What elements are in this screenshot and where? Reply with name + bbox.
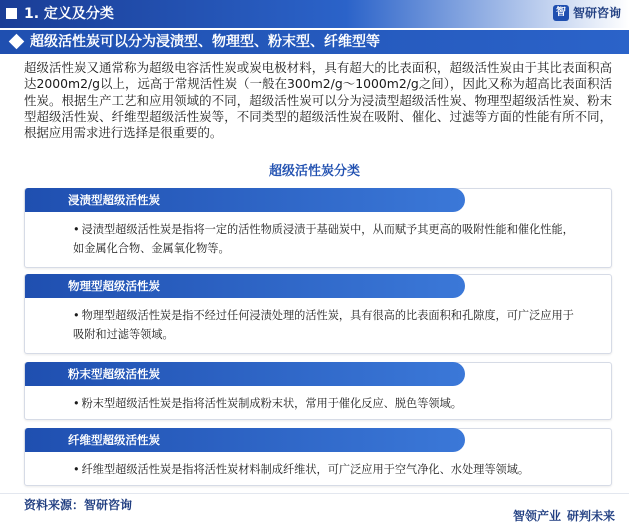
card-header [25, 274, 465, 298]
card-description: 浸渍型超级活性炭是指将一定的活性物质浸渍于基础炭中，从而赋予其更高的吸附性能和催化性能，如金属化合物、金属氧化物等。 [73, 223, 574, 255]
intro-paragraph: 超级活性炭又通常称为超级电容活性炭或炭电极材料，具有超大的比表面积，超级活性炭由于其比表面积高达2000m2/g以上，远高于常规活性炭（一般在300m2/g～1000m2/g之间），因此又称为超高比表面积活性炭。根据生产工艺和应用领域的不同，超级活性炭可以分为浸渍型超级活性炭、物理型超级活性炭、粉末型超级活性炭、纤维型超级活性炭等，不同类型的超级活性炭在吸附、催化、过滤等方面的性能有所不同，根据应用需求进行选择是很重要的。 [24, 60, 612, 141]
card-physical [24, 274, 612, 354]
slogan [507, 508, 615, 524]
header-bar [0, 30, 629, 54]
card-fiber [24, 428, 612, 486]
card-header [25, 428, 465, 452]
header-title: 超级活性炭可以分为浸渍型、物理型、粉末型、纤维型等 [30, 34, 380, 50]
bullet: • [73, 463, 80, 476]
card-header [25, 188, 465, 212]
card-header [25, 362, 465, 386]
card-powder [24, 362, 612, 420]
card-text [73, 221, 581, 258]
brand-logo-icon: 智 [553, 5, 569, 21]
slogan-part-2: 研判未来 [566, 509, 615, 523]
card-label: 纤维型超级活性炭 [68, 433, 160, 447]
brand [553, 4, 621, 21]
card-text [73, 395, 581, 414]
source-note: 资料来源：智研咨询 [24, 498, 133, 512]
card-label: 物理型超级活性炭 [68, 279, 160, 293]
slogan-part-1: 智领产业 [512, 509, 561, 523]
card-text [73, 461, 581, 480]
brand-name: 智研咨询 [572, 6, 621, 20]
top-bar [0, 0, 629, 28]
square-icon [6, 8, 17, 19]
card-description: 粉末型超级活性炭是指将活性炭制成粉末状，常用于催化反应、脱色等领域。 [81, 397, 462, 410]
card-label: 粉末型超级活性炭 [68, 367, 160, 381]
card-description: 物理型超级活性炭是指不经过任何浸渍处理的活性炭，具有很高的比表面积和孔隙度，可广泛应用于吸附和过滤等领域。 [73, 309, 574, 341]
top-bar-title: 1. 定义及分类 [24, 6, 114, 22]
card-label: 浸渍型超级活性炭 [68, 193, 160, 207]
card-text [73, 307, 581, 344]
section-title: 超级活性炭分类 [268, 164, 360, 179]
footer-divider [0, 493, 629, 494]
bullet: • [73, 223, 80, 236]
bullet: • [73, 309, 80, 322]
card-impregnated [24, 188, 612, 268]
bullet: • [73, 397, 80, 410]
diamond-icon [9, 34, 25, 50]
card-description: 纤维型超级活性炭是指将活性炭材料制成纤维状，可广泛应用于空气净化、水处理等领域。 [81, 463, 530, 476]
